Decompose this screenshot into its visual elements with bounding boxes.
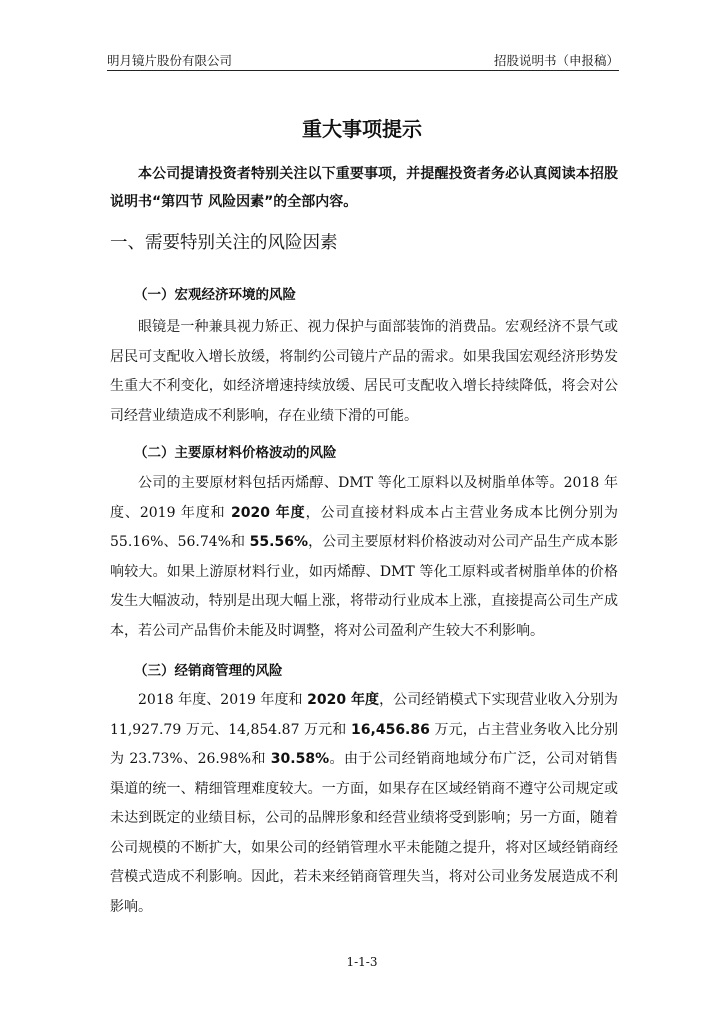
header-company: 明月镜片股份有限公司 — [107, 53, 233, 68]
page-number: 1-1-3 — [346, 955, 378, 969]
risk-heading-distributors: （三）经销商管理的风险 — [134, 663, 283, 679]
risk-heading-materials: （二）主要原材料价格波动的风险 — [134, 445, 337, 461]
risk-paragraph-macro: 眼镜是一种兼具视力矫正、视力保护与面部装饰的消费品。宏观经济不景气或居民可支配收入增长放缓，将制约公司镜片产品的需求。如果我国宏观经济形势发生重大不利变化，如经济增速持续放缓、居民可支配收入增长持续降低，将会对公司经营业绩造成不利影响，存在业绩下滑的可能。 — [110, 319, 618, 424]
risk-heading-macro: （一）宏观经济环境的风险 — [134, 287, 296, 303]
section-heading: 一、需要特别关注的风险因素 — [110, 233, 338, 253]
risk-paragraph-distributors: 2018 年度、2019 年度和 2020 年度，公司经销模式下实现营业收入分别为 11,927.79 万元、14,854.87 万元和 16,456.86 万元，占主营业务收入比分别为 23.73%、26.98%和 30.58%。由于公司经销商地域分布广泛，公司对销售渠道的统一、精细管理难度较大。一方面，如果存在区域经销商不遵守公司规定或未达到既定的业绩目标，公司的品牌形象和经营业绩将受到影响；另一方面，随着公司规模的不断扩大，如果公司的经销管理水平未能随之提升，将对区域经销商经营模式造成不利影响。因此，若未来经销商管理失当，将对公司业务发展造成不利影响。 — [110, 692, 619, 915]
intro-paragraph: 本公司提请投资者特别关注以下重要事项，并提醒投资者务必认真阅读本招股说明书“第四节 风险因素”的全部内容。 — [110, 166, 618, 210]
page-title: 重大事项提示 — [302, 117, 422, 141]
page-header — [107, 46, 619, 71]
risk-paragraph-materials: 公司的主要原材料包括丙烯醇、DMT 等化工原料以及树脂单体等。2018 年度、2019 年度和 2020 年度，公司直接材料成本占主营业务成本比例分别为 55.16%、56.74%和 55.56%，公司主要原材料价格波动对公司产品生产成本影响较大。如果上游原材料行业，如丙烯醇、DMT 等化工原料或者树脂单体的价格发生大幅波动，特别是出现大幅上涨，将带动行业成本上涨，直接提高公司生产成本，若公司产品售价未能及时调整，将对公司盈利产生较大不利影响。 — [110, 475, 619, 639]
header-document-title: 招股说明书（申报稿） — [493, 53, 619, 68]
